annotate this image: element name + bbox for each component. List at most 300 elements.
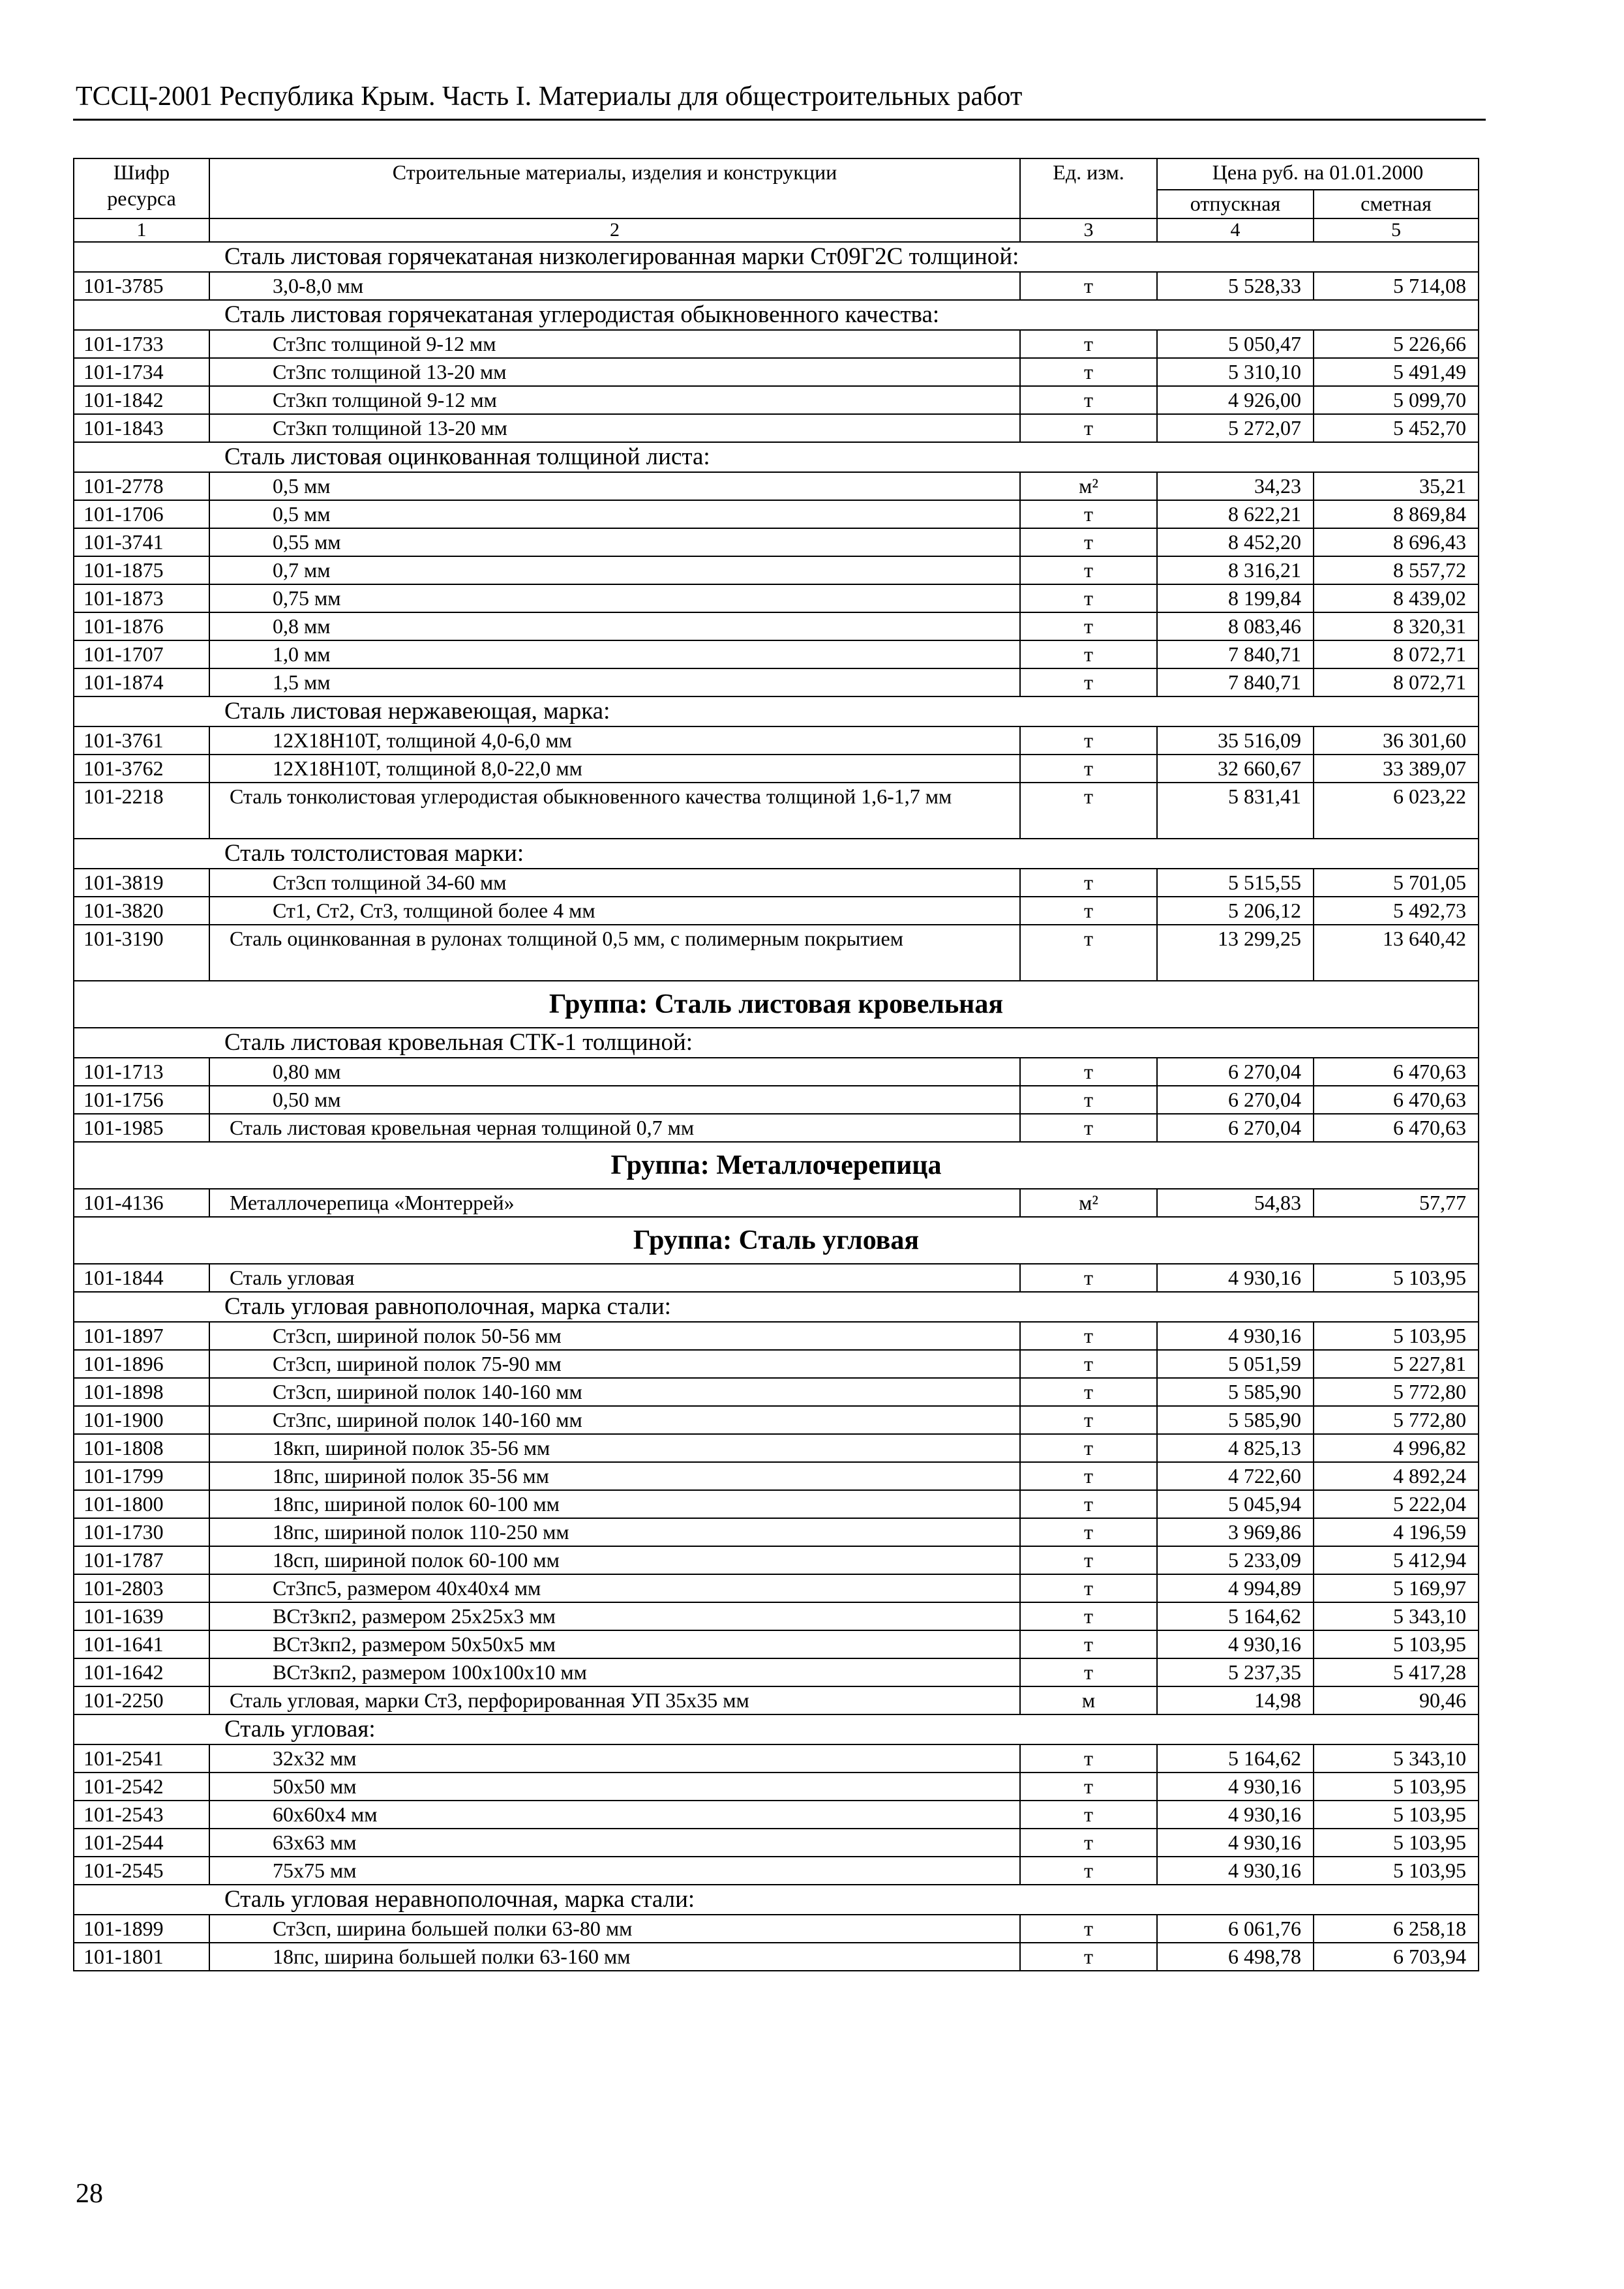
unit-cell: т [1020, 358, 1157, 386]
subsection-title: Сталь толстолистовая марки: [74, 839, 1479, 869]
estimate-price-cell: 36 301,60 [1314, 726, 1479, 755]
unit-cell: т [1020, 783, 1157, 839]
material-name-cell: 60х60х4 мм [209, 1801, 1020, 1829]
estimate-price-cell: 5 222,04 [1314, 1490, 1479, 1518]
release-price-cell: 4 930,16 [1157, 1630, 1314, 1658]
resource-code-cell: 101-2541 [74, 1744, 209, 1773]
material-name-cell: 0,7 мм [209, 556, 1020, 584]
release-price-cell: 8 083,46 [1157, 612, 1314, 640]
unit-cell: т [1020, 556, 1157, 584]
group-row [74, 1217, 1479, 1264]
material-name-cell: Ст3сп толщиной 34-60 мм [209, 869, 1020, 897]
estimate-price-cell: 5 169,97 [1314, 1574, 1479, 1602]
unit-cell: т [1020, 1350, 1157, 1378]
material-name-cell: 12Х18Н10Т, толщиной 4,0-6,0 мм [209, 726, 1020, 755]
material-name-cell: 0,75 мм [209, 584, 1020, 612]
unit-cell: т [1020, 1773, 1157, 1801]
resource-code-cell: 101-1873 [74, 584, 209, 612]
estimate-price-cell: 8 557,72 [1314, 556, 1479, 584]
release-price-cell: 14,98 [1157, 1686, 1314, 1714]
resource-code-cell: 101-1985 [74, 1114, 209, 1142]
table-row [74, 1915, 1479, 1943]
release-price-cell: 4 930,16 [1157, 1857, 1314, 1885]
table-row [74, 1546, 1479, 1574]
material-name-cell: 18кп, шириной полок 35-56 мм [209, 1434, 1020, 1462]
resource-code-cell: 101-3820 [74, 897, 209, 925]
table-row [74, 272, 1479, 300]
unit-cell: т [1020, 1574, 1157, 1602]
resource-code-cell: 101-1876 [74, 612, 209, 640]
unit-cell: т [1020, 1602, 1157, 1630]
estimate-price-cell: 5 772,80 [1314, 1406, 1479, 1434]
release-price-cell: 34,23 [1157, 472, 1314, 500]
table-row [74, 1058, 1479, 1086]
estimate-price-cell: 4 996,82 [1314, 1434, 1479, 1462]
resource-code-cell: 101-1898 [74, 1378, 209, 1406]
unit-cell: т [1020, 1829, 1157, 1857]
estimate-price-cell: 5 492,73 [1314, 897, 1479, 925]
release-price-cell: 8 622,21 [1157, 500, 1314, 528]
table-row [74, 556, 1479, 584]
table-row [74, 1462, 1479, 1490]
estimate-price-cell: 57,77 [1314, 1189, 1479, 1217]
table-row [74, 1686, 1479, 1714]
table-row [74, 1943, 1479, 1971]
release-price-cell: 3 969,86 [1157, 1518, 1314, 1546]
resource-code-cell: 101-1733 [74, 330, 209, 358]
unit-cell: т [1020, 668, 1157, 696]
release-price-cell: 4 930,16 [1157, 1322, 1314, 1350]
release-price-cell: 5 045,94 [1157, 1490, 1314, 1518]
estimate-price-cell: 8 869,84 [1314, 500, 1479, 528]
unit-cell: т [1020, 1322, 1157, 1350]
subsection-row [74, 242, 1479, 272]
resource-code-cell: 101-4136 [74, 1189, 209, 1217]
table-row [74, 1322, 1479, 1350]
release-price-cell: 4 930,16 [1157, 1264, 1314, 1292]
column-number: 2 [209, 218, 1020, 242]
subsection-title: Сталь листовая нержавеющая, марка: [74, 696, 1479, 726]
estimate-price-cell: 5 099,70 [1314, 386, 1479, 414]
release-price-cell: 7 840,71 [1157, 668, 1314, 696]
release-price-cell: 7 840,71 [1157, 640, 1314, 668]
table-row [74, 1829, 1479, 1857]
material-name-cell: 18пс, шириной полок 110-250 мм [209, 1518, 1020, 1546]
unit-cell: т [1020, 869, 1157, 897]
release-price-cell: 5 585,90 [1157, 1406, 1314, 1434]
resource-code-cell: 101-1844 [74, 1264, 209, 1292]
subsection-title: Сталь листовая оцинкованная толщиной листа: [74, 442, 1479, 472]
unit-cell: м² [1020, 1189, 1157, 1217]
estimate-price-cell: 8 439,02 [1314, 584, 1479, 612]
subsection-row [74, 1714, 1479, 1744]
material-name-cell: Ст3сп, шириной полок 50-56 мм [209, 1322, 1020, 1350]
estimate-price-cell: 5 103,95 [1314, 1801, 1479, 1829]
page-number: 28 [76, 2179, 103, 2209]
subsection-row [74, 442, 1479, 472]
unit-cell: т [1020, 1378, 1157, 1406]
resource-code-cell: 101-1641 [74, 1630, 209, 1658]
header-unit: Ед. изм. [1020, 158, 1157, 218]
release-price-cell: 32 660,67 [1157, 755, 1314, 783]
unit-cell: т [1020, 1744, 1157, 1773]
table-row [74, 330, 1479, 358]
table-row [74, 640, 1479, 668]
subsection-row [74, 1292, 1479, 1322]
table-row [74, 528, 1479, 556]
estimate-price-cell: 8 696,43 [1314, 528, 1479, 556]
estimate-price-cell: 5 417,28 [1314, 1658, 1479, 1686]
material-name-cell: 0,5 мм [209, 500, 1020, 528]
unit-cell: т [1020, 1264, 1157, 1292]
release-price-cell: 5 528,33 [1157, 272, 1314, 300]
resource-code-cell: 101-1808 [74, 1434, 209, 1462]
resource-code-cell: 101-1730 [74, 1518, 209, 1546]
subsection-title: Сталь листовая горячекатаная низколегированная марки Ст09Г2С толщиной: [74, 242, 1479, 272]
resource-code-cell: 101-2803 [74, 1574, 209, 1602]
price-table [73, 158, 1479, 1971]
resource-code-cell: 101-2778 [74, 472, 209, 500]
table-row [74, 386, 1479, 414]
unit-cell: т [1020, 925, 1157, 981]
subsection-title: Сталь листовая горячекатаная углеродистая обыкновенного качества: [74, 300, 1479, 330]
estimate-price-cell: 6 023,22 [1314, 783, 1479, 839]
table-row [74, 612, 1479, 640]
material-name-cell: Сталь угловая [209, 1264, 1020, 1292]
material-name-cell: ВСт3кп2, размером 50х50х5 мм [209, 1630, 1020, 1658]
table-row [74, 414, 1479, 442]
table-row [74, 1490, 1479, 1518]
release-price-cell: 8 452,20 [1157, 528, 1314, 556]
table-row [74, 1574, 1479, 1602]
release-price-cell: 4 825,13 [1157, 1434, 1314, 1462]
release-price-cell: 8 199,84 [1157, 584, 1314, 612]
unit-cell: м [1020, 1686, 1157, 1714]
estimate-price-cell: 6 470,63 [1314, 1058, 1479, 1086]
release-price-cell: 5 233,09 [1157, 1546, 1314, 1574]
table-row [74, 1406, 1479, 1434]
unit-cell: т [1020, 1630, 1157, 1658]
estimate-price-cell: 5 701,05 [1314, 869, 1479, 897]
material-name-cell: Ст3кп толщиной 9-12 мм [209, 386, 1020, 414]
estimate-price-cell: 35,21 [1314, 472, 1479, 500]
header-name: Строительные материалы, изделия и конструкции [209, 158, 1020, 218]
table-row [74, 1658, 1479, 1686]
material-name-cell: Ст3пс5, размером 40х40х4 мм [209, 1574, 1020, 1602]
material-name-cell: ВСт3кп2, размером 100х100х10 мм [209, 1658, 1020, 1686]
resource-code-cell: 101-1899 [74, 1915, 209, 1943]
subsection-title: Сталь листовая кровельная СТК-1 толщиной: [74, 1028, 1479, 1058]
estimate-price-cell: 5 343,10 [1314, 1744, 1479, 1773]
estimate-price-cell: 5 452,70 [1314, 414, 1479, 442]
column-number: 1 [74, 218, 209, 242]
header-release-price: отпускная [1157, 190, 1314, 218]
material-name-cell: 1,5 мм [209, 668, 1020, 696]
unit-cell: т [1020, 500, 1157, 528]
resource-code-cell: 101-1874 [74, 668, 209, 696]
release-price-cell: 5 164,62 [1157, 1602, 1314, 1630]
unit-cell: т [1020, 726, 1157, 755]
release-price-cell: 5 050,47 [1157, 330, 1314, 358]
release-price-cell: 8 316,21 [1157, 556, 1314, 584]
unit-cell: т [1020, 1434, 1157, 1462]
unit-cell: т [1020, 584, 1157, 612]
resource-code-cell: 101-1799 [74, 1462, 209, 1490]
release-price-cell: 5 206,12 [1157, 897, 1314, 925]
table-row [74, 726, 1479, 755]
table-row [74, 1630, 1479, 1658]
resource-code-cell: 101-2543 [74, 1801, 209, 1829]
resource-code-cell: 101-1706 [74, 500, 209, 528]
header-code: Шифр ресурса [74, 158, 209, 218]
material-name-cell: 0,50 мм [209, 1086, 1020, 1114]
unit-cell: т [1020, 330, 1157, 358]
material-name-cell: Ст3пс толщиной 9-12 мм [209, 330, 1020, 358]
unit-cell: м² [1020, 472, 1157, 500]
material-name-cell: 18сп, шириной полок 60-100 мм [209, 1546, 1020, 1574]
table-row [74, 1773, 1479, 1801]
group-title: Группа: Сталь угловая [74, 1217, 1479, 1264]
resource-code-cell: 101-1842 [74, 386, 209, 414]
estimate-price-cell: 5 491,49 [1314, 358, 1479, 386]
table-row [74, 584, 1479, 612]
table-row [74, 1518, 1479, 1546]
group-title: Группа: Металлочерепица [74, 1142, 1479, 1189]
resource-code-cell: 101-1707 [74, 640, 209, 668]
material-name-cell: Ст3пс толщиной 13-20 мм [209, 358, 1020, 386]
table-row [74, 1264, 1479, 1292]
resource-code-cell: 101-3190 [74, 925, 209, 981]
unit-cell: т [1020, 1490, 1157, 1518]
material-name-cell: 12Х18Н10Т, толщиной 8,0-22,0 мм [209, 755, 1020, 783]
table-row [74, 1602, 1479, 1630]
resource-code-cell: 101-2544 [74, 1829, 209, 1857]
resource-code-cell: 101-1800 [74, 1490, 209, 1518]
material-name-cell: 18пс, шириной полок 60-100 мм [209, 1490, 1020, 1518]
estimate-price-cell: 33 389,07 [1314, 755, 1479, 783]
material-name-cell: 3,0-8,0 мм [209, 272, 1020, 300]
unit-cell: т [1020, 1915, 1157, 1943]
price-table-head [74, 158, 1479, 242]
resource-code-cell: 101-3741 [74, 528, 209, 556]
estimate-price-cell: 6 258,18 [1314, 1915, 1479, 1943]
table-row [74, 1189, 1479, 1217]
release-price-cell: 5 515,55 [1157, 869, 1314, 897]
unit-cell: т [1020, 1114, 1157, 1142]
release-price-cell: 6 061,76 [1157, 1915, 1314, 1943]
estimate-price-cell: 4 892,24 [1314, 1462, 1479, 1490]
page-header-title: ТССЦ-2001 Республика Крым. Часть I. Материалы для общестроительных работ [76, 82, 1023, 112]
material-name-cell: Ст3пс, шириной полок 140-160 мм [209, 1406, 1020, 1434]
resource-code-cell: 101-1642 [74, 1658, 209, 1686]
estimate-price-cell: 5 103,95 [1314, 1630, 1479, 1658]
subsection-row [74, 696, 1479, 726]
estimate-price-cell: 5 103,95 [1314, 1829, 1479, 1857]
header-rule [73, 119, 1486, 121]
estimate-price-cell: 6 470,63 [1314, 1114, 1479, 1142]
estimate-price-cell: 6 470,63 [1314, 1086, 1479, 1114]
subsection-row [74, 300, 1479, 330]
release-price-cell: 6 270,04 [1157, 1058, 1314, 1086]
unit-cell: т [1020, 1943, 1157, 1971]
unit-cell: т [1020, 528, 1157, 556]
material-name-cell: 0,5 мм [209, 472, 1020, 500]
resource-code-cell: 101-1900 [74, 1406, 209, 1434]
estimate-price-cell: 5 714,08 [1314, 272, 1479, 300]
estimate-price-cell: 8 320,31 [1314, 612, 1479, 640]
subsection-row [74, 1885, 1479, 1915]
table-row [74, 755, 1479, 783]
unit-cell: т [1020, 1546, 1157, 1574]
resource-code-cell: 101-2218 [74, 783, 209, 839]
column-number: 3 [1020, 218, 1157, 242]
resource-code-cell: 101-2250 [74, 1686, 209, 1714]
estimate-price-cell: 5 772,80 [1314, 1378, 1479, 1406]
table-row [74, 668, 1479, 696]
release-price-cell: 6 270,04 [1157, 1086, 1314, 1114]
resource-code-cell: 101-3819 [74, 869, 209, 897]
resource-code-cell: 101-1843 [74, 414, 209, 442]
release-price-cell: 5 585,90 [1157, 1378, 1314, 1406]
material-name-cell: 0,80 мм [209, 1058, 1020, 1086]
unit-cell: т [1020, 1658, 1157, 1686]
release-price-cell: 13 299,25 [1157, 925, 1314, 981]
estimate-price-cell: 8 072,71 [1314, 668, 1479, 696]
material-name-cell: 63х63 мм [209, 1829, 1020, 1857]
header-price: Цена руб. на 01.01.2000 [1157, 158, 1479, 190]
release-price-cell: 35 516,09 [1157, 726, 1314, 755]
resource-code-cell: 101-1801 [74, 1943, 209, 1971]
release-price-cell: 6 498,78 [1157, 1943, 1314, 1971]
estimate-price-cell: 5 343,10 [1314, 1602, 1479, 1630]
material-name-cell: Ст3сп, ширина большей полки 63-80 мм [209, 1915, 1020, 1943]
estimate-price-cell: 5 103,95 [1314, 1857, 1479, 1885]
unit-cell: т [1020, 1086, 1157, 1114]
subsection-row [74, 839, 1479, 869]
unit-cell: т [1020, 386, 1157, 414]
estimate-price-cell: 90,46 [1314, 1686, 1479, 1714]
resource-code-cell: 101-2542 [74, 1773, 209, 1801]
table-row [74, 1350, 1479, 1378]
resource-code-cell: 101-1897 [74, 1322, 209, 1350]
resource-code-cell: 101-3762 [74, 755, 209, 783]
resource-code-cell: 101-1713 [74, 1058, 209, 1086]
unit-cell: т [1020, 612, 1157, 640]
table-row [74, 925, 1479, 981]
material-name-cell: Ст1, Ст2, Ст3, толщиной более 4 мм [209, 897, 1020, 925]
release-price-cell: 4 930,16 [1157, 1801, 1314, 1829]
unit-cell: т [1020, 755, 1157, 783]
resource-code-cell: 101-3785 [74, 272, 209, 300]
resource-code-cell: 101-1756 [74, 1086, 209, 1114]
subsection-title: Сталь угловая равнополочная, марка стали: [74, 1292, 1479, 1322]
resource-code-cell: 101-2545 [74, 1857, 209, 1885]
estimate-price-cell: 5 103,95 [1314, 1264, 1479, 1292]
table-row [74, 1114, 1479, 1142]
release-price-cell: 4 926,00 [1157, 386, 1314, 414]
table-row [74, 869, 1479, 897]
material-name-cell: 32х32 мм [209, 1744, 1020, 1773]
resource-code-cell: 101-1734 [74, 358, 209, 386]
material-name-cell: 18пс, ширина большей полки 63-160 мм [209, 1943, 1020, 1971]
table-row [74, 500, 1479, 528]
material-name-cell: 18пс, шириной полок 35-56 мм [209, 1462, 1020, 1490]
unit-cell: т [1020, 1801, 1157, 1829]
release-price-cell: 5 831,41 [1157, 783, 1314, 839]
unit-cell: т [1020, 897, 1157, 925]
resource-code-cell: 101-1896 [74, 1350, 209, 1378]
release-price-cell: 5 237,35 [1157, 1658, 1314, 1686]
group-row [74, 981, 1479, 1028]
material-name-cell: Сталь угловая, марки Ст3, перфорированная УП 35х35 мм [209, 1686, 1020, 1714]
material-name-cell: Сталь тонколистовая углеродистая обыкновенного качества толщиной 1,6-1,7 мм [209, 783, 1020, 839]
group-row [74, 1142, 1479, 1189]
material-name-cell: Ст3сп, шириной полок 75-90 мм [209, 1350, 1020, 1378]
unit-cell: т [1020, 1857, 1157, 1885]
column-number: 5 [1314, 218, 1479, 242]
unit-cell: т [1020, 1462, 1157, 1490]
release-price-cell: 4 994,89 [1157, 1574, 1314, 1602]
resource-code-cell: 101-1639 [74, 1602, 209, 1630]
material-name-cell: 1,0 мм [209, 640, 1020, 668]
estimate-price-cell: 6 703,94 [1314, 1943, 1479, 1971]
material-name-cell: 50х50 мм [209, 1773, 1020, 1801]
table-row [74, 1857, 1479, 1885]
table-row [74, 1086, 1479, 1114]
estimate-price-cell: 8 072,71 [1314, 640, 1479, 668]
estimate-price-cell: 5 412,94 [1314, 1546, 1479, 1574]
estimate-price-cell: 13 640,42 [1314, 925, 1479, 981]
resource-code-cell: 101-3761 [74, 726, 209, 755]
release-price-cell: 4 722,60 [1157, 1462, 1314, 1490]
material-name-cell: 0,8 мм [209, 612, 1020, 640]
column-number: 4 [1157, 218, 1314, 242]
table-row [74, 1378, 1479, 1406]
unit-cell: т [1020, 272, 1157, 300]
table-row [74, 783, 1479, 839]
material-name-cell: Сталь листовая кровельная черная толщиной 0,7 мм [209, 1114, 1020, 1142]
material-name-cell: Сталь оцинкованная в рулонах толщиной 0,5 мм, с полимерным покрытием [209, 925, 1020, 981]
table-row [74, 1801, 1479, 1829]
release-price-cell: 6 270,04 [1157, 1114, 1314, 1142]
release-price-cell: 54,83 [1157, 1189, 1314, 1217]
price-table-body [74, 242, 1479, 1971]
material-name-cell: Ст3кп толщиной 13-20 мм [209, 414, 1020, 442]
material-name-cell: Ст3сп, шириной полок 140-160 мм [209, 1378, 1020, 1406]
material-name-cell: ВСт3кп2, размером 25х25х3 мм [209, 1602, 1020, 1630]
release-price-cell: 5 310,10 [1157, 358, 1314, 386]
release-price-cell: 5 272,07 [1157, 414, 1314, 442]
table-row [74, 358, 1479, 386]
estimate-price-cell: 5 103,95 [1314, 1773, 1479, 1801]
unit-cell: т [1020, 414, 1157, 442]
subsection-title: Сталь угловая: [74, 1714, 1479, 1744]
material-name-cell: 0,55 мм [209, 528, 1020, 556]
subsection-title: Сталь угловая неравнополочная, марка стали: [74, 1885, 1479, 1915]
material-name-cell: 75х75 мм [209, 1857, 1020, 1885]
group-title: Группа: Сталь листовая кровельная [74, 981, 1479, 1028]
unit-cell: т [1020, 640, 1157, 668]
table-row [74, 472, 1479, 500]
header-estimate-price: сметная [1314, 190, 1479, 218]
resource-code-cell: 101-1787 [74, 1546, 209, 1574]
resource-code-cell: 101-1875 [74, 556, 209, 584]
table-row [74, 897, 1479, 925]
unit-cell: т [1020, 1406, 1157, 1434]
estimate-price-cell: 5 226,66 [1314, 330, 1479, 358]
unit-cell: т [1020, 1518, 1157, 1546]
table-row [74, 1744, 1479, 1773]
